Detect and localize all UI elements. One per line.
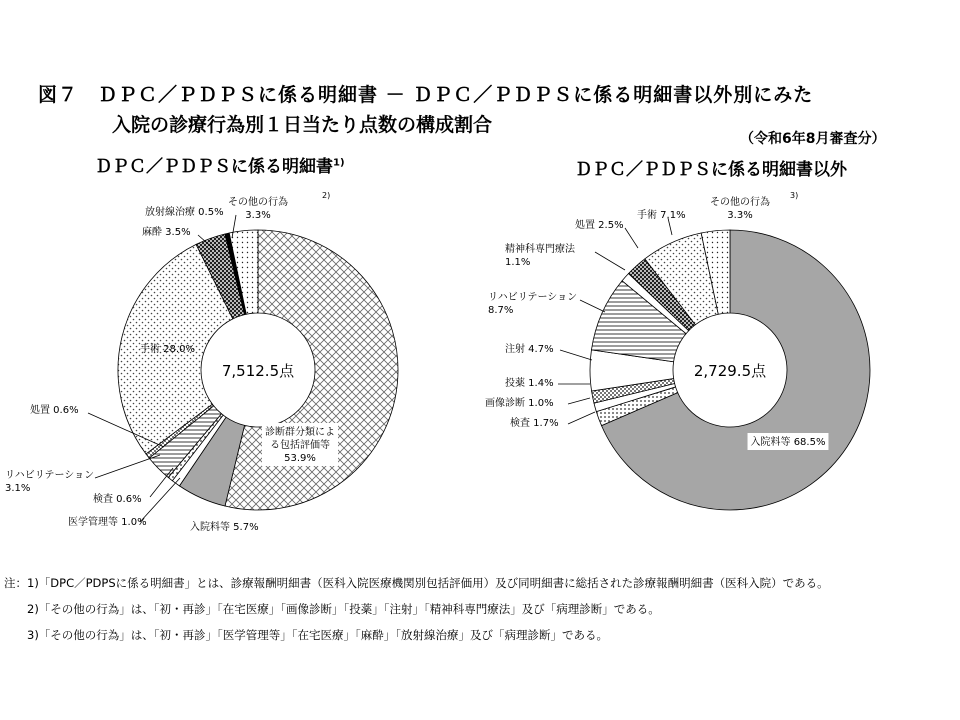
note-3: 3)「その他の行為」は、「初・再診」「医学管理等」「在宅医療」「麻酔」「放射線治療」及び「病理診断」である。 [4, 628, 609, 642]
leader-line [95, 455, 160, 478]
svg-text:検査 1.7%: 検査 1.7% [510, 418, 559, 429]
slice-label-right-4 [505, 342, 592, 360]
figure-title-line1: 図７ ＤＰＣ／ＰＤＰＳに係る明細書 － ＤＰＣ／ＰＤＰＳに係る明細書以外別にみた [38, 84, 814, 106]
svg-text:入院料等 68.5%: 入院料等 68.5% [750, 437, 826, 448]
note-1: 注：1)「DPC／PDPSに係る明細書」とは、診療報酬明細書（医科入院医療機関別包括評価用）及び同明細書に総括された診療報酬明細書（医科入院）である。 [4, 576, 829, 590]
leader-line [595, 252, 625, 270]
leader-line [568, 412, 595, 424]
svg-text:リハビリテーション8.7%: リハビリテーション 8.7% [488, 292, 578, 316]
svg-text:検査 0.6%: 検査 0.6% [93, 494, 142, 505]
slice-label-left-6 [140, 342, 195, 355]
svg-text:その他の行為3.3%: その他の行為 3.3% [228, 197, 288, 221]
left-subtitle-text: ＤＰＣ／ＰＤＰＳに係る明細書 [95, 157, 333, 177]
notes-section [4, 570, 829, 648]
slice-note: 2) [322, 191, 331, 200]
svg-text:その他の行為3.3%: その他の行為 3.3% [710, 197, 770, 221]
slice-label-right-3 [505, 376, 590, 389]
slice-note: 3) [790, 191, 799, 200]
note-2: 2)「その他の行為」は、「初・再診」「在宅医療」「画像診断」「投薬」「注射」「精神科専門療法」及び「病理診断」である。 [4, 602, 660, 616]
svg-text:画像診断 1.0%: 画像診断 1.0% [485, 398, 554, 409]
svg-text:麻酔 3.5%: 麻酔 3.5% [142, 227, 191, 238]
slice-label-right-6 [505, 242, 625, 270]
svg-text:放射線治療 0.5%: 放射線治療 0.5% [145, 207, 224, 218]
left-center-total: 7,512.5点 [221, 362, 295, 380]
slice-label-right-1 [510, 412, 595, 429]
leader-line [150, 468, 173, 497]
slice-label-right-5 [488, 291, 605, 316]
figure-title-line2: 入院の診療行為別１日当たり点数の構成割合 [112, 114, 493, 136]
right-center-total: 2,729.5点 [693, 362, 767, 380]
right-donut-chart [485, 191, 870, 510]
review-period: （令和6年8月審査分） [740, 131, 886, 147]
slice-label-right-9 [710, 191, 798, 221]
slice-label-left-4 [5, 455, 160, 494]
leader-line [568, 398, 590, 404]
left-subtitle-note: 1) [333, 157, 345, 169]
right-chart-subtitle: ＤＰＣ／ＰＤＰＳに係る明細書以外 [575, 160, 847, 180]
svg-text:手術 28.0%: 手術 28.0% [140, 344, 195, 355]
slice-label-left-9 [228, 191, 330, 221]
slice-label-right-7 [575, 219, 638, 248]
svg-text:手術 7.1%: 手術 7.1% [637, 210, 686, 221]
leader-line [560, 350, 592, 360]
svg-text:注射 4.7%: 注射 4.7% [505, 344, 554, 355]
svg-text:処置 2.5%: 処置 2.5% [575, 220, 624, 231]
svg-text:診断群分類による包括評価等53.9%: 診断群分類による包括評価等 53.9% [265, 427, 335, 464]
left-donut-chart [5, 191, 398, 533]
svg-text:処置 0.6%: 処置 0.6% [30, 405, 79, 416]
slice-label-left-1 [190, 520, 259, 533]
svg-text:入院料等 5.7%: 入院料等 5.7% [190, 522, 259, 533]
slice-label-right-2 [485, 396, 590, 409]
svg-text:リハビリテーション3.1%: リハビリテーション 3.1% [5, 470, 95, 494]
slice-label-right-8 [637, 208, 686, 235]
svg-text:投薬 1.4%: 投薬 1.4% [505, 378, 554, 389]
slice-label-right-0 [748, 433, 829, 450]
leader-line [625, 228, 638, 248]
svg-text:精神科専門療法1.1%: 精神科専門療法 1.1% [505, 244, 575, 268]
svg-text:医学管理等 1.0%: 医学管理等 1.0% [68, 517, 147, 528]
slice-label-left-0 [262, 423, 338, 466]
leader-line [580, 300, 605, 312]
